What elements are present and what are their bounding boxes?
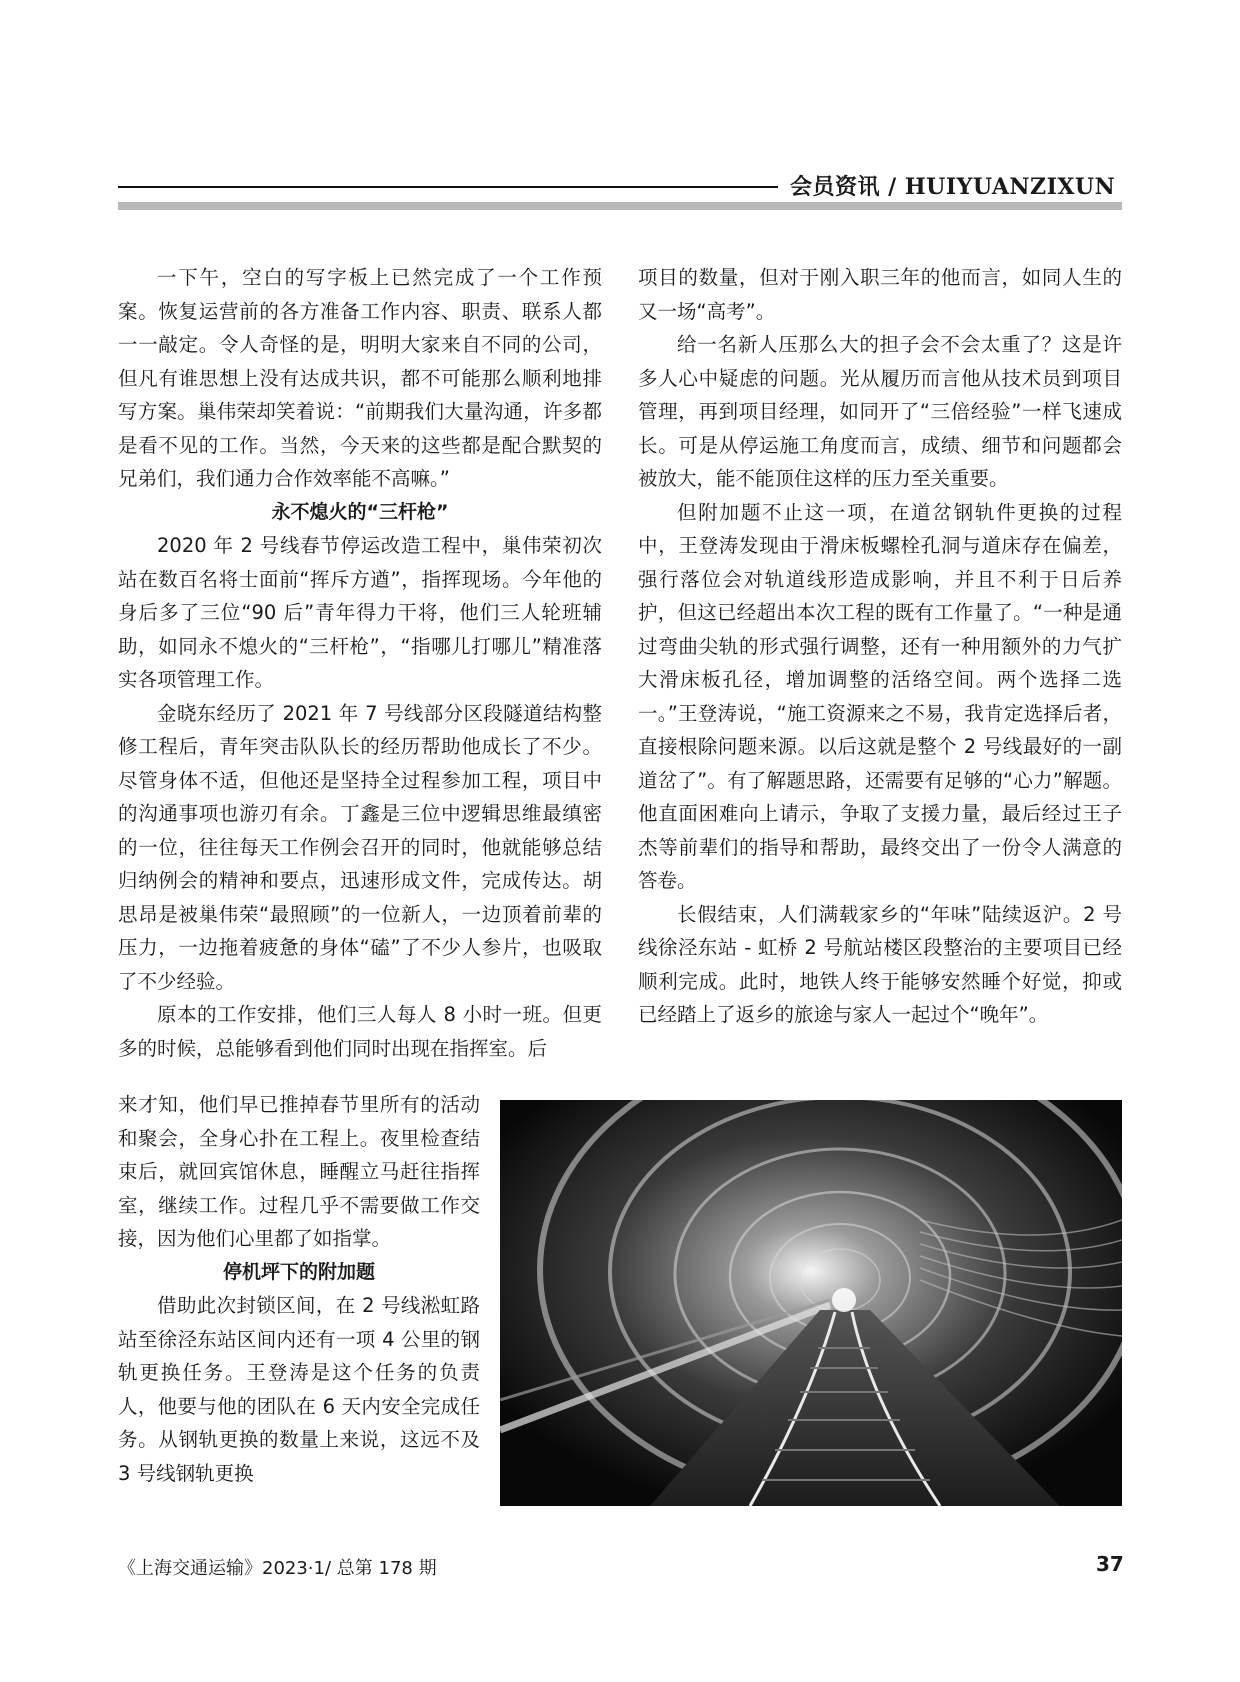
paragraph: 来才知，他们早已推掉春节里所有的活动和聚会，全身心扑在工程上。夜里检查结束后，就回宾馆休息，睡醒立马赶往指挥室，继续工作。过程几乎不需要做工作交接，因为他们心里都了如指掌。: [118, 1093, 480, 1250]
paragraph: 一下午，空白的写字板上已然完成了一个工作预案。恢复运营前的各方准备工作内容、职责、联系人都一一敲定。令人奇怪的是，明明大家来自不同的公司，但凡有谁思想上没有达成共识，都不可能那么顺利地排写方案。巢伟荣却笑着说：“前期我们大量沟通，许多都是看不见的工作。当然，今天来的这些都是配合默契的兄弟们，我们通力合作效率能不高嘛。”: [118, 266, 602, 490]
page-number: 37: [1096, 1552, 1124, 1576]
section-title: 会员资讯 / HUIYUANZIXUN: [790, 174, 1116, 200]
left-column-top: [118, 261, 602, 1065]
subheading-extra-question: 停机坪下的附加题: [222, 1260, 375, 1283]
tunnel-photo: [500, 1100, 1122, 1506]
journal-footer: 《上海交通运输》2023·1/ 总第 178 期: [118, 1558, 437, 1579]
paragraph: 2020 年 2 号线春节停运改造工程中，巢伟荣初次站在数百名将士面前“挥斥方遒”，指挥现场。今年他的身后多了三位“90 后”青年得力干将，他们三人轮班辅助，如同永不熄火的“三杆枪”，“指哪儿打哪儿”精准落实各项管理工作。: [118, 534, 602, 691]
paragraph: 给一名新人压那么大的担子会不会太重了？这是许多人心中疑虑的问题。光从履历而言他从技术员到项目管理，再到项目经理，如同开了“三倍经验”一样飞速成长。可是从停运施工角度而言，成绩、细节和问题都会被放大，能不能顶住这样的压力至关重要。: [638, 333, 1122, 490]
paragraph: 项目的数量，但对于刚入职三年的他而言，如同人生的又一场“高考”。: [638, 266, 1122, 323]
header-gray-bar: [118, 202, 1122, 210]
paragraph: 原本的工作安排，他们三人每人 8 小时一班。但更多的时候，总能够看到他们同时出现在指挥室。后: [118, 1003, 602, 1060]
paragraph: 借助此次封锁区间，在 2 号线淞虹路站至徐泾东站区间内还有一项 4 公里的钢轨更换任务。王登涛是这个任务的负责人，他要与他的团队在 6 天内安全完成任务。从钢轨更换的数量上来说，这远不及 3 号线钢轨更换: [118, 1294, 480, 1485]
subheading-three-guns: 永不熄火的“三杆枪”: [271, 500, 449, 523]
left-column-bottom: [118, 1088, 480, 1490]
paragraph: 长假结束，人们满载家乡的“年味”陆续返沪。2 号线徐泾东站 - 虹桥 2 号航站楼区段整治的主要项目已经顺利完成。此时，地铁人终于能够安然睡个好觉，抑或已经踏上了返乡的旅途与家人一起过个“晚年”。: [638, 902, 1122, 1026]
paragraph: 金晓东经历了 2021 年 7 号线部分区段隧道结构整修工程后，青年突击队队长的经历帮助他成长了不少。尽管身体不适，但他还是坚持全过程参加工程，项目中的沟通事项也游刃有余。丁鑫是三位中逻辑思维最缜密的一位，往往每天工作例会召开的同时，他就能够总结归纳例会的精神和要点，迅速形成文件，完成传达。胡思昂是被巢伟荣“最照顾”的一位新人，一边顶着前辈的压力，一边拖着疲惫的身体“磕”了不少人参片，也吸取了不少经验。: [118, 701, 602, 993]
paragraph: 但附加题不止这一项，在道岔钢轨件更换的过程中，王登涛发现由于滑床板螺栓孔洞与道床存在偏差，强行落位会对轨道线形造成影响，并且不利于日后养护，但这已经超出本次工程的既有工作量了。“一种是通过弯曲尖轨的形式强行调整，还有一种用额外的力气扩大滑床板孔径，增加调整的活络空间。两个选择二选一。”王登涛说，“施工资源来之不易，我肯定选择后者，直接根除问题来源。以后这就是整个 2 号线最好的一副道岔了”。有了解题思路，还需要有足够的“心力”解题。他直面困难向上请示，争取了支援力量，最后经过王子杰等前辈们的指导和帮助，最终交出了一份令人满意的答卷。: [638, 500, 1122, 892]
header-rule: [118, 186, 778, 188]
right-column: [638, 261, 1122, 1032]
